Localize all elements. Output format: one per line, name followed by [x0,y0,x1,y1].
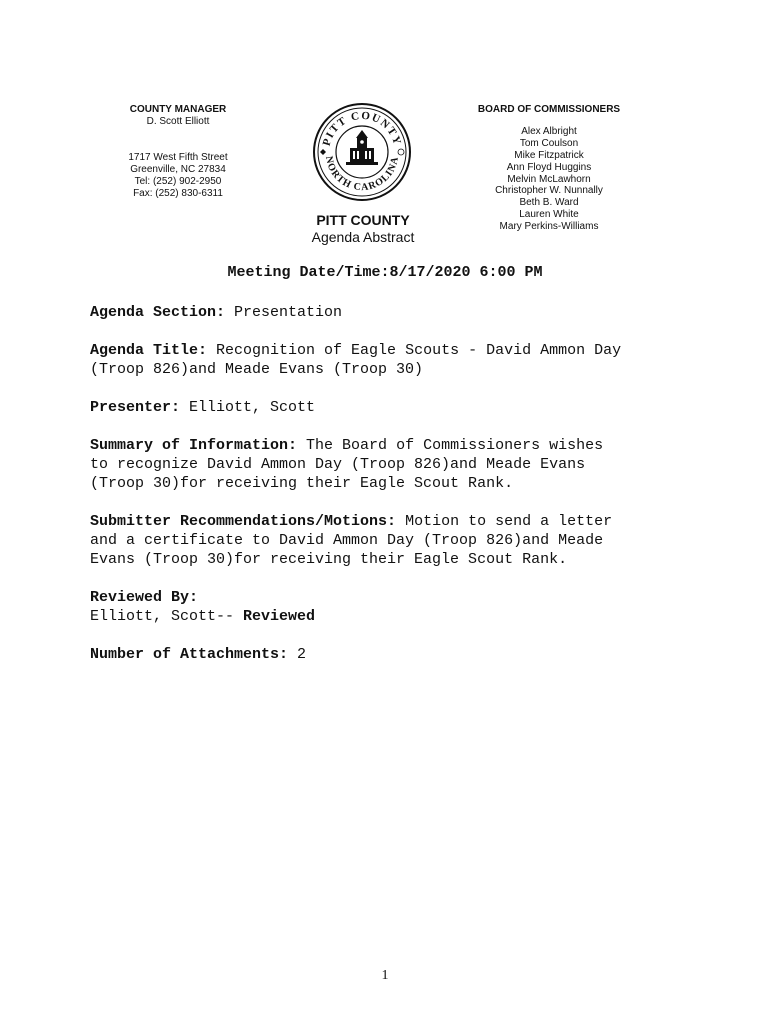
agenda-title-label: Agenda Title: [90,342,208,359]
board-member: Beth B. Ward [519,197,579,209]
page-number: 1 [381,968,389,983]
document-type: Agenda Abstract [311,229,415,245]
organization-title [290,212,436,246]
recommendations-line2: and a certificate to David Ammon Day (Troop 826)and Meade [90,532,604,550]
phone-line: Tel: (252) 902-2950 [134,176,222,187]
board-member: Lauren White [519,209,579,221]
board-member: Melvin McLawhorn [507,173,591,185]
manager-heading: COUNTY MANAGER [129,104,227,115]
county-manager-block [100,104,256,200]
agenda-title-line2: (Troop 826)and Meade Evans (Troop 30) [90,361,424,379]
seal-top-text: PITT COUNTY [320,109,404,148]
agenda-section [90,303,690,322]
board-member: Alex Albright [521,125,577,137]
presenter-value: Elliott, Scott [180,399,316,416]
summary-of-information [90,436,690,494]
board-of-commissioners-block [474,104,624,233]
summary-line3: (Troop 30)for receiving their Eagle Scout Rank. [90,475,514,493]
address-line: 1717 West Fifth Street [128,152,228,163]
board-member: Tom Coulson [519,137,579,149]
presenter-label: Presenter: [90,399,181,416]
review-status: Reviewed [243,608,316,626]
board-member: Mike Fitzpatrick [514,149,584,161]
board-member: Christopher W. Nunnally [495,185,603,197]
meeting-value: 8/17/2020 6:00 PM [389,264,543,281]
number-of-attachments [90,645,690,664]
county-seal-icon [312,102,412,202]
manager-name: D. Scott Elliott [146,116,210,127]
reviewed-by [90,588,690,626]
summary-line1: The Board of Commissioners wishes [297,437,604,454]
attachments-value: 2 [288,646,307,663]
reviewed-label: Reviewed By: [90,589,199,606]
county-seal-graphic [312,102,412,202]
attachments-label: Number of Attachments: [90,646,289,663]
address-line: Greenville, NC 27834 [130,164,226,175]
agenda-title [90,341,690,379]
meeting-date-time [90,264,680,281]
meeting-label: Meeting Date/Time: [227,264,390,281]
seal-bottom-text: NORTH CAROLINA [322,155,402,194]
agenda-section-value: Presentation [225,304,343,321]
recommendations-label: Submitter Recommendations/Motions: [90,513,397,530]
presenter [90,398,690,417]
manager-address [100,152,256,200]
board-member: Mary Perkins-Williams [499,221,599,233]
submitter-recommendations [90,512,690,570]
fax-line: Fax: (252) 830-6311 [133,188,223,199]
agenda-title-line1: Recognition of Eagle Scouts - David Ammon Day [207,342,622,359]
recommendations-line3: Evans (Troop 30)for receiving their Eagle Scout Rank. [90,551,568,569]
board-member: Ann Floyd Huggins [506,161,592,173]
agenda-section-label: Agenda Section: [90,304,226,321]
county-name: PITT COUNTY [316,212,410,228]
recommendations-line1: Motion to send a letter [396,513,613,530]
summary-line2: to recognize David Ammon Day (Troop 826)and Meade Evans [90,456,586,474]
summary-label: Summary of Information: [90,437,298,454]
reviewer-name: Elliott, Scott-- [90,608,244,626]
board-heading: BOARD OF COMMISSIONERS [477,104,621,115]
